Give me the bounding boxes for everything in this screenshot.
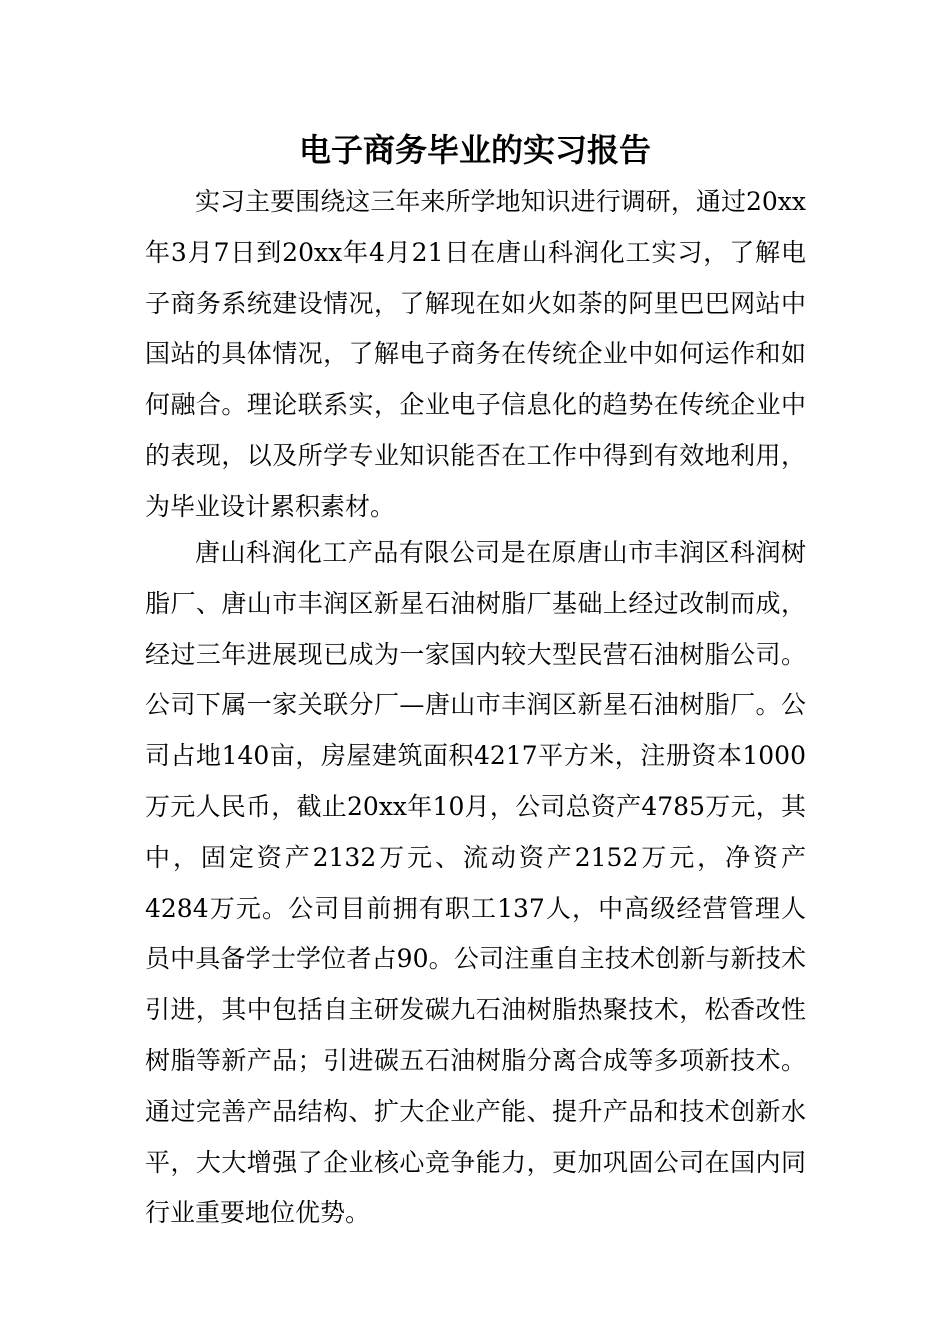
paragraph-internship-overview: 实习主要围绕这三年来所学地知识进行调研，通过20xx年3月7日到20xx年4月21日在唐山科润化工实习，了解电子商务系统建设情况，了解现在如火如荼的阿里巴巴网站中国站的具体情况，了解电子商务在传统企业中如何运作和如何融合。理论联系实，企业电子信息化的趋势在传统企业中的表现，以及所学专业知识能否在工作中得到有效地利用，为毕业设计累积素材。: [145, 187, 806, 521]
paragraph-company-profile: 唐山科润化工产品有限公司是在原唐山市丰润区科润树脂厂、唐山市丰润区新星石油树脂厂基础上经过改制而成，经过三年进展现已成为一家国内较大型民营石油树脂公司。公司下属一家关联分厂—唐山市丰润区新星石油树脂厂。公司占地140亩，房屋建筑面积4217平方米，注册资本1000万元人民币，截止20xx年10月，公司总资产4785万元，其中，固定资产2132万元、流动资产2152万元，净资产4284万元。公司目前拥有职工137人，中高级经营管理人员中具备学士学位者占90。公司注重自主技术创新与新技术引进，其中包括自主研发碳九石油树脂热聚技术，松香改性树脂等新产品；引进碳五石油树脂分离合成等多项新技术。通过完善产品结构、扩大企业产能、提升产品和技术创新水平，大大增强了企业核心竞争能力，更加巩固公司在国内同行业重要地位优势。: [145, 538, 806, 1228]
document-title: 电子商务毕业的实习报告: [298, 131, 651, 169]
